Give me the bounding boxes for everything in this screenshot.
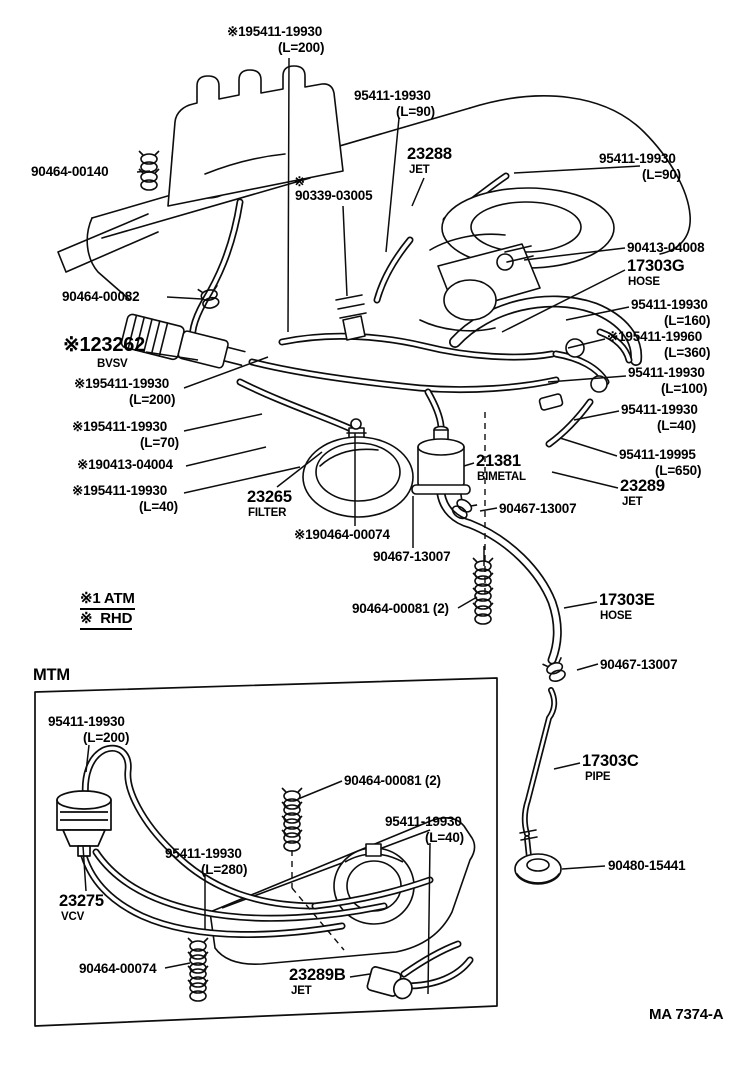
part-label: 90480-15441 <box>608 858 686 873</box>
part-label: ※190413-04004 <box>77 457 173 472</box>
part-label: (L=90) <box>396 104 435 119</box>
part-label: HOSE <box>628 276 660 288</box>
part-label: ※195411-19930 <box>72 483 168 498</box>
part-label: ※1 ATM <box>80 591 135 610</box>
part-label: 95411-19930 <box>48 714 125 729</box>
part-label: (L=200) <box>278 40 325 55</box>
part-label: (L=360) <box>664 345 711 360</box>
part-label: JET <box>622 496 643 508</box>
part-label: PIPE <box>585 771 611 783</box>
part-label: 17303E <box>599 591 655 609</box>
part-label: 95411-19930 <box>354 88 431 103</box>
part-label: 90464-00081 (2) <box>344 773 441 788</box>
part-label: 95411-19930 <box>628 365 705 380</box>
part-label: 95411-19930 <box>621 402 698 417</box>
part-label: 95411-19930 <box>385 814 462 829</box>
part-label: JET <box>409 164 430 176</box>
part-label: BIMETAL <box>477 471 526 483</box>
part-label: ※195411-19930 <box>72 419 168 434</box>
part-label: 23275 <box>59 892 104 910</box>
part-label: FILTER <box>248 507 287 519</box>
part-label: (L=650) <box>655 463 702 478</box>
part-label: 23289 <box>620 477 665 495</box>
part-label: (L=200) <box>83 730 130 745</box>
part-label: 95411-19930 <box>165 846 242 861</box>
part-label: (L=40) <box>657 418 696 433</box>
part-label: 23289B <box>289 966 346 984</box>
part-label: 17303G <box>627 257 685 275</box>
part-label: 90464-00140 <box>31 164 109 179</box>
part-label: 90464-00082 <box>62 289 140 304</box>
part-label: ※195411-19960 <box>607 329 703 344</box>
part-label: ※ <box>294 174 305 189</box>
part-label: 90464-00074 <box>79 961 157 976</box>
part-label: ※123262 <box>63 334 146 356</box>
part-label: 90467-13007 <box>499 501 577 516</box>
part-label: (L=40) <box>139 499 178 514</box>
part-label: 90339-03005 <box>295 188 373 203</box>
part-label: 23288 <box>407 145 452 163</box>
part-label: JET <box>291 985 312 997</box>
part-label: 90464-00081 (2) <box>352 601 449 616</box>
part-label: ※ RHD <box>80 611 132 630</box>
part-label: 17303C <box>582 752 639 770</box>
part-label: 90413-04008 <box>627 240 705 255</box>
part-label: (L=200) <box>129 392 176 407</box>
part-label: HOSE <box>600 610 632 622</box>
part-label: (L=40) <box>425 830 464 845</box>
part-label: MA 7374-A <box>649 1006 724 1023</box>
part-label: 95411-19930 <box>599 151 676 166</box>
part-label: BVSV <box>97 358 128 370</box>
part-label: 21381 <box>476 452 521 470</box>
part-label: (L=70) <box>140 435 179 450</box>
part-label: 95411-19995 <box>619 447 696 462</box>
part-label: (L=160) <box>664 313 711 328</box>
part-label: (L=90) <box>642 167 681 182</box>
part-label: VCV <box>61 911 85 923</box>
part-label: (L=280) <box>201 862 248 877</box>
part-label: MTM <box>33 666 70 684</box>
part-label: ※195411-19930 <box>227 24 323 39</box>
part-label: (L=100) <box>661 381 708 396</box>
part-label: ※195411-19930 <box>74 376 170 391</box>
part-label: 90467-13007 <box>373 549 451 564</box>
part-label: 90467-13007 <box>600 657 678 672</box>
part-label: 23265 <box>247 488 292 506</box>
part-label: 95411-19930 <box>631 297 708 312</box>
part-label: ※190464-00074 <box>294 527 390 542</box>
